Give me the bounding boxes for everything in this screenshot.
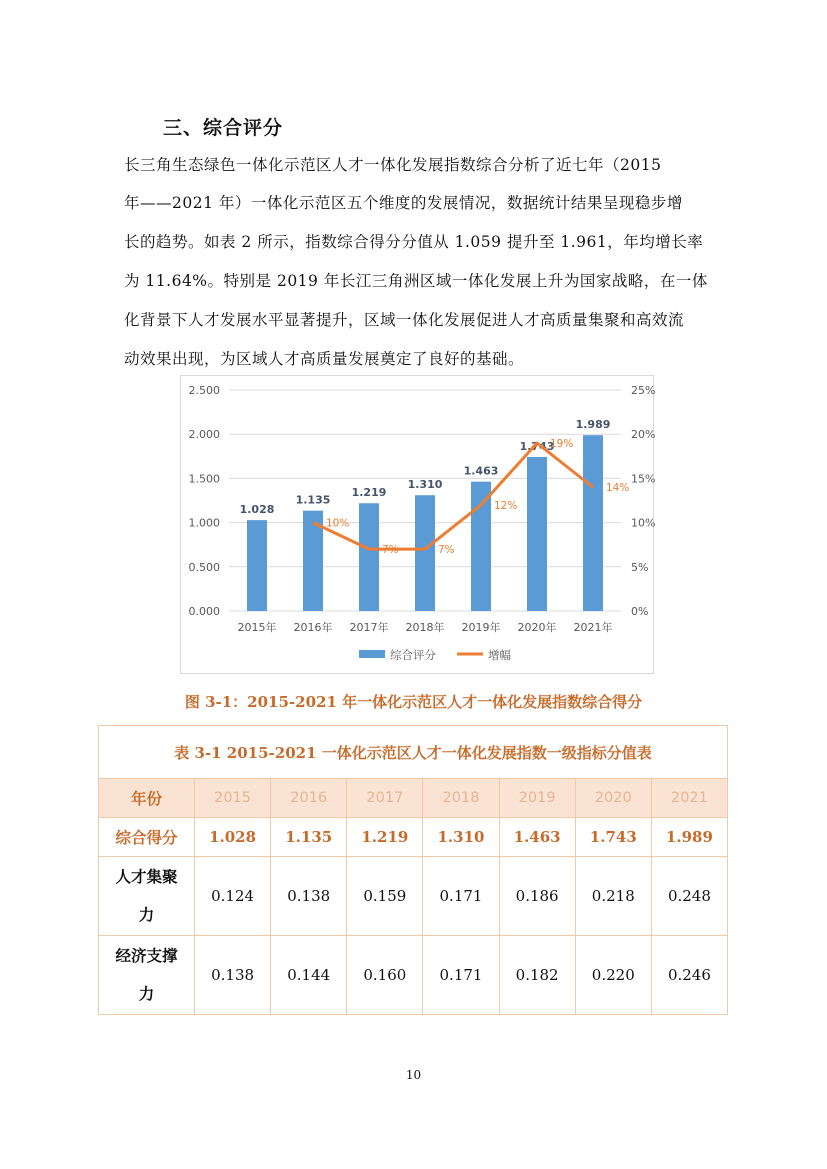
bar-data-label: 1.463 [463, 464, 499, 478]
table-cell: 0.171 [423, 936, 499, 1015]
bar-data-label: 1.989 [575, 418, 611, 432]
y-right-tick-label: 20% [631, 428, 656, 442]
row-label-line: 经济支撑 [115, 946, 178, 965]
bar-data-label: 1.219 [351, 486, 387, 500]
bar [527, 457, 547, 611]
bar-data-label: 1.135 [295, 493, 331, 507]
y-left-tick-label: 0.000 [188, 605, 220, 618]
paragraph-line: 长的趋势。如表 2 所示，指数综合得分分值从 1.059 提升至 1.961，年均增长率 [124, 233, 704, 251]
x-tick-label: 2017年 [349, 621, 389, 634]
table-cell: 1.989 [651, 818, 727, 857]
table-cell: 0.248 [651, 857, 727, 936]
table-cell: 1.463 [499, 818, 575, 857]
line-data-label: 19% [550, 438, 574, 451]
legend-label-line: 增幅 [488, 648, 511, 662]
header-year: 2020 [575, 779, 651, 818]
bar [359, 503, 379, 611]
bar [471, 482, 491, 611]
combo-chart [180, 375, 654, 674]
table-cell: 0.246 [651, 936, 727, 1015]
page-number: 10 [405, 1068, 422, 1082]
y-left-tick-label: 2.500 [188, 384, 220, 397]
table-cell: 1.743 [575, 818, 651, 857]
y-left-tick-label: 1.000 [188, 516, 220, 530]
header-year: 2016 [271, 779, 347, 818]
row-label [99, 936, 195, 1015]
row-label-line: 人才集聚 [115, 867, 178, 886]
x-tick-label: 2015年 [237, 621, 277, 634]
y-left-tick-label: 0.500 [188, 560, 220, 574]
table-cell: 0.124 [195, 857, 271, 936]
row-label: 综合得分 [99, 818, 195, 857]
table-header-row [99, 779, 728, 818]
bar [415, 495, 435, 611]
table-cell: 0.171 [423, 857, 499, 936]
paragraph-line: 化背景下人才发展水平显著提升，区域一体化发展促进人才高质量集聚和高效流 [124, 311, 685, 329]
table-cell: 1.310 [423, 818, 499, 857]
y-right-tick-label: 15% [631, 472, 656, 486]
table-caption: 表 3-1 2015-2021 一体化示范区人才一体化发展指数一级指标分值表 [99, 726, 728, 779]
line-data-label: 12% [494, 499, 518, 512]
row-label-line: 力 [138, 905, 155, 924]
section-heading: 三、综合评分 [163, 117, 284, 139]
y-right-tick-label: 25% [631, 384, 656, 397]
table-cell: 0.182 [499, 936, 575, 1015]
line-data-label: 14% [606, 482, 630, 495]
table-cell: 0.159 [347, 857, 423, 936]
bar [247, 520, 267, 611]
bar-data-label: 1.743 [519, 439, 555, 453]
paragraph-line: 长三角生态绿色一体化示范区人才一体化发展指数综合分析了近七年（2015 [124, 156, 662, 174]
bar-data-label: 1.028 [239, 503, 275, 517]
header-year-label: 年份 [99, 779, 195, 818]
line-data-label: 7% [382, 544, 399, 557]
table-cell: 0.144 [271, 936, 347, 1015]
row-label [99, 857, 195, 936]
legend-swatch-bar [359, 650, 385, 658]
y-right-tick-label: 10% [631, 516, 656, 530]
table-row [99, 936, 728, 1015]
table-cell: 0.218 [575, 857, 651, 936]
y-left-tick-label: 2.000 [188, 428, 220, 442]
line-data-label: 10% [326, 517, 350, 530]
bar [583, 435, 603, 611]
paragraph-line: 为 11.64%。特别是 2019 年长江三角洲区域一体化发展上升为国家战略，在一体 [124, 272, 708, 290]
x-tick-label: 2016年 [293, 621, 333, 634]
legend-label-bar: 综合评分 [390, 648, 436, 662]
table-cell: 1.219 [347, 818, 423, 857]
table-cell: 0.138 [271, 857, 347, 936]
y-right-tick-label: 5% [631, 560, 649, 574]
figure-caption: 图 3-1：2015-2021 年一体化示范区人才一体化发展指数综合得分 [184, 693, 643, 711]
row-label-line: 力 [138, 984, 155, 1003]
y-right-tick-label: 0% [631, 605, 649, 618]
header-year: 2015 [195, 779, 271, 818]
x-tick-label: 2018年 [405, 621, 445, 634]
line-data-label: 7% [438, 544, 455, 557]
table-row [99, 857, 728, 936]
indicator-table [98, 725, 728, 1015]
x-tick-label: 2019年 [461, 621, 501, 634]
x-tick-label: 2020年 [517, 621, 557, 634]
table-cell: 0.186 [499, 857, 575, 936]
table-cell: 0.220 [575, 936, 651, 1015]
header-year: 2021 [651, 779, 727, 818]
header-year: 2018 [423, 779, 499, 818]
table-cell: 1.135 [271, 818, 347, 857]
x-tick-label: 2021年 [573, 621, 613, 634]
y-left-tick-label: 1.500 [188, 472, 220, 486]
paragraph-line: 动效果出现，为区域人才高质量发展奠定了良好的基础。 [124, 350, 525, 368]
table-cell: 0.160 [347, 936, 423, 1015]
paragraph-line: 年——2021 年）一体化示范区五个维度的发展情况，数据统计结果呈现稳步增 [124, 194, 683, 212]
header-year: 2017 [347, 779, 423, 818]
table-cell: 0.138 [195, 936, 271, 1015]
table-row [99, 818, 728, 857]
bar-data-label: 1.310 [407, 478, 443, 492]
table-cell: 1.028 [195, 818, 271, 857]
header-year: 2019 [499, 779, 575, 818]
chart-svg [181, 376, 656, 673]
